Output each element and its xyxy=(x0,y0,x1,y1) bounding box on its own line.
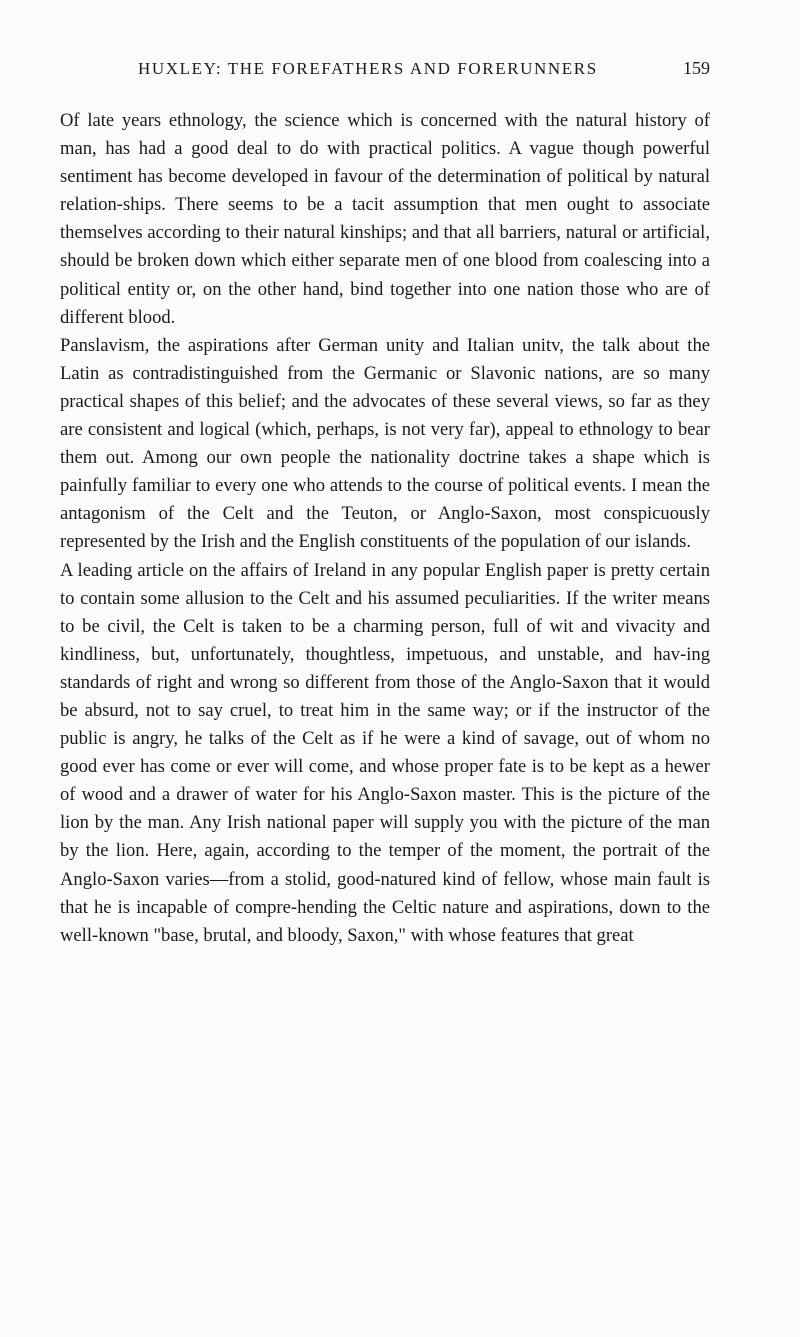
paragraph: A leading article on the affairs of Ireland in any popular English paper is pretty certain to contain some allusion to the Celt and his assumed peculiarities. If the writer means to be civil, the Celt is taken to be a charming person, full of wit and vivacity and kindliness, but, unfortunately, thoughtless, impetuous, and unstable, and hav-ing standards of right and wrong so different from those of the Anglo-Saxon that it would be absurd, not to say cruel, to treat him in the same way; or if the instructor of the public is angry, he talks of the Celt as if he were a kind of savage, out of whom no good ever has come or ever will come, and whose proper fate is to be kept as a hewer of wood and a drawer of water for his Anglo-Saxon master. This is the picture of the lion by the man. Any Irish national paper will supply you with the picture of the man by the lion. Here, again, according to the temper of the moment, the portrait of the Anglo-Saxon varies—from a stolid, good-natured kind of fellow, whose main fault is that he is incapable of compre-hending the Celtic nature and aspirations, down to the well-known "base, brutal, and bloody, Saxon," with whose features that great xyxy=(60,559,710,946)
book-page xyxy=(60,58,710,950)
paragraph: Panslavism, the aspirations after German unity and Italian unitv, the talk about the Latin as contradistinguished from the Germanic or Slavonic nations, are so many practical shapes of this belief; and the advocates of these several views, so far as they are consistent and logical (which, perhaps, is not very far), appeal to ethnology to bear them out. Among our own people the nationality doctrine takes a shape which is painfully familiar to every one who attends to the course of political events. I mean the antagonism of the Celt and the Teuton, or Anglo-Saxon, most conspicuously represented by the Irish and the English constituents of the population of our islands. xyxy=(60,334,710,553)
paragraph: Of late years ethnology, the science which is concerned with the natural history of man, has had a good deal to do with practical politics. A vague though powerful sentiment has become developed in favour of the determination of political by natural relation-ships. There seems to be a tacit assumption that men ought to associate themselves according to their natural kinships; and that all barriers, natural or artificial, should be broken down which either separate men of one blood from coalescing into a political entity or, on the other hand, bind together into one nation those who are of different blood. xyxy=(60,110,710,328)
running-head-title: HUXLEY: THE FOREFATHERS AND FORERUNNERS xyxy=(138,59,598,78)
body-text xyxy=(60,107,710,950)
page-number: 159 xyxy=(683,58,710,78)
running-head xyxy=(60,58,710,79)
